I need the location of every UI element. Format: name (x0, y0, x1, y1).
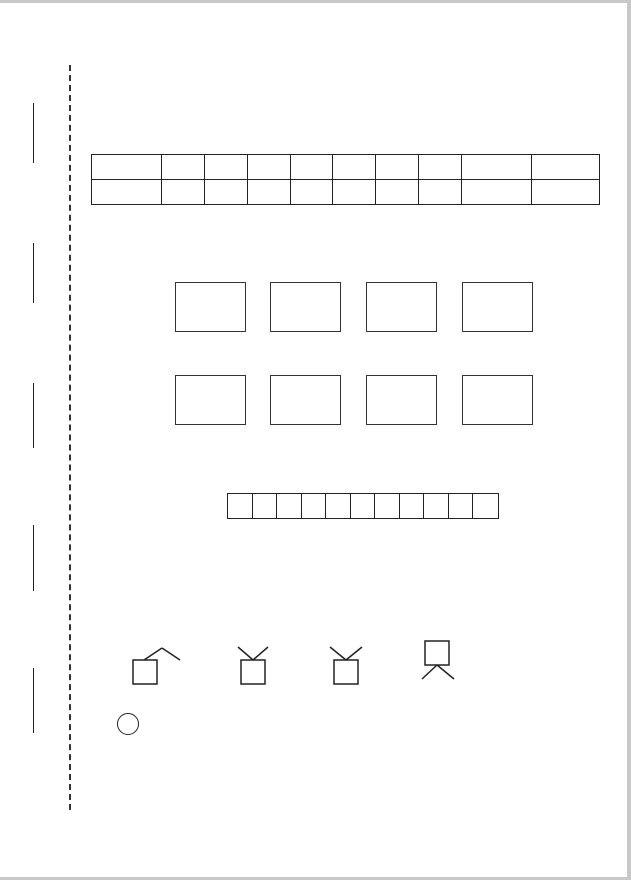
score-cell[interactable] (290, 180, 333, 205)
score-cell[interactable] (462, 180, 532, 205)
seq-cell[interactable] (277, 494, 302, 518)
seq-cell[interactable] (424, 494, 449, 518)
header-cell (204, 155, 247, 180)
seq-cell[interactable] (473, 494, 498, 518)
seq-cell[interactable] (400, 494, 425, 518)
picture-box-fish[interactable] (366, 282, 437, 332)
row-label (92, 180, 162, 205)
header-cell (419, 155, 462, 180)
score-cell[interactable] (204, 180, 247, 205)
score-table-row (92, 180, 600, 205)
seq-cell[interactable] (375, 494, 400, 518)
header-cell (290, 155, 333, 180)
student-id-line (33, 103, 34, 163)
number-bond-1 (130, 635, 200, 699)
exam-page (0, 3, 627, 877)
picture-box-pears[interactable] (175, 282, 246, 332)
score-cell[interactable] (333, 180, 376, 205)
number-bond-3 (320, 635, 380, 699)
number-sequence (227, 493, 499, 519)
header-cell (462, 155, 532, 180)
header-cell (92, 155, 162, 180)
seal-dotted-line (69, 65, 71, 810)
picture-box-ice-creams[interactable] (366, 375, 437, 425)
seq-cell[interactable] (253, 494, 278, 518)
number-bond-2 (228, 635, 288, 699)
city-line (33, 668, 34, 733)
picture-box-apples[interactable] (270, 375, 341, 425)
picture-box-cups[interactable] (462, 282, 533, 332)
score-table-header (92, 155, 600, 180)
seq-cell[interactable] (302, 494, 327, 518)
score-cell[interactable] (419, 180, 462, 205)
score-table (91, 154, 600, 205)
score-cell[interactable] (161, 180, 204, 205)
name-line (33, 525, 34, 591)
circle-icon (117, 713, 139, 735)
seq-cell[interactable] (228, 494, 253, 518)
picture-box-mushrooms[interactable] (175, 375, 246, 425)
header-cell (161, 155, 204, 180)
header-cell (333, 155, 376, 180)
seq-cell[interactable] (449, 494, 474, 518)
exam-meta (0, 141, 627, 152)
picture-box-carrots[interactable] (462, 375, 533, 425)
answer-box (241, 660, 265, 684)
header-cell (247, 155, 290, 180)
score-cell[interactable] (247, 180, 290, 205)
number-bond-4 (412, 639, 472, 703)
seq-cell[interactable] (326, 494, 351, 518)
header-cell (532, 155, 600, 180)
score-cell[interactable] (376, 180, 419, 205)
score-cell[interactable] (532, 180, 600, 205)
school-line (33, 243, 34, 303)
picture-box-strawberries[interactable] (270, 282, 341, 332)
header-cell (376, 155, 419, 180)
q6-instruction (117, 713, 139, 735)
class-line (33, 383, 34, 448)
seq-cell[interactable] (351, 494, 376, 518)
